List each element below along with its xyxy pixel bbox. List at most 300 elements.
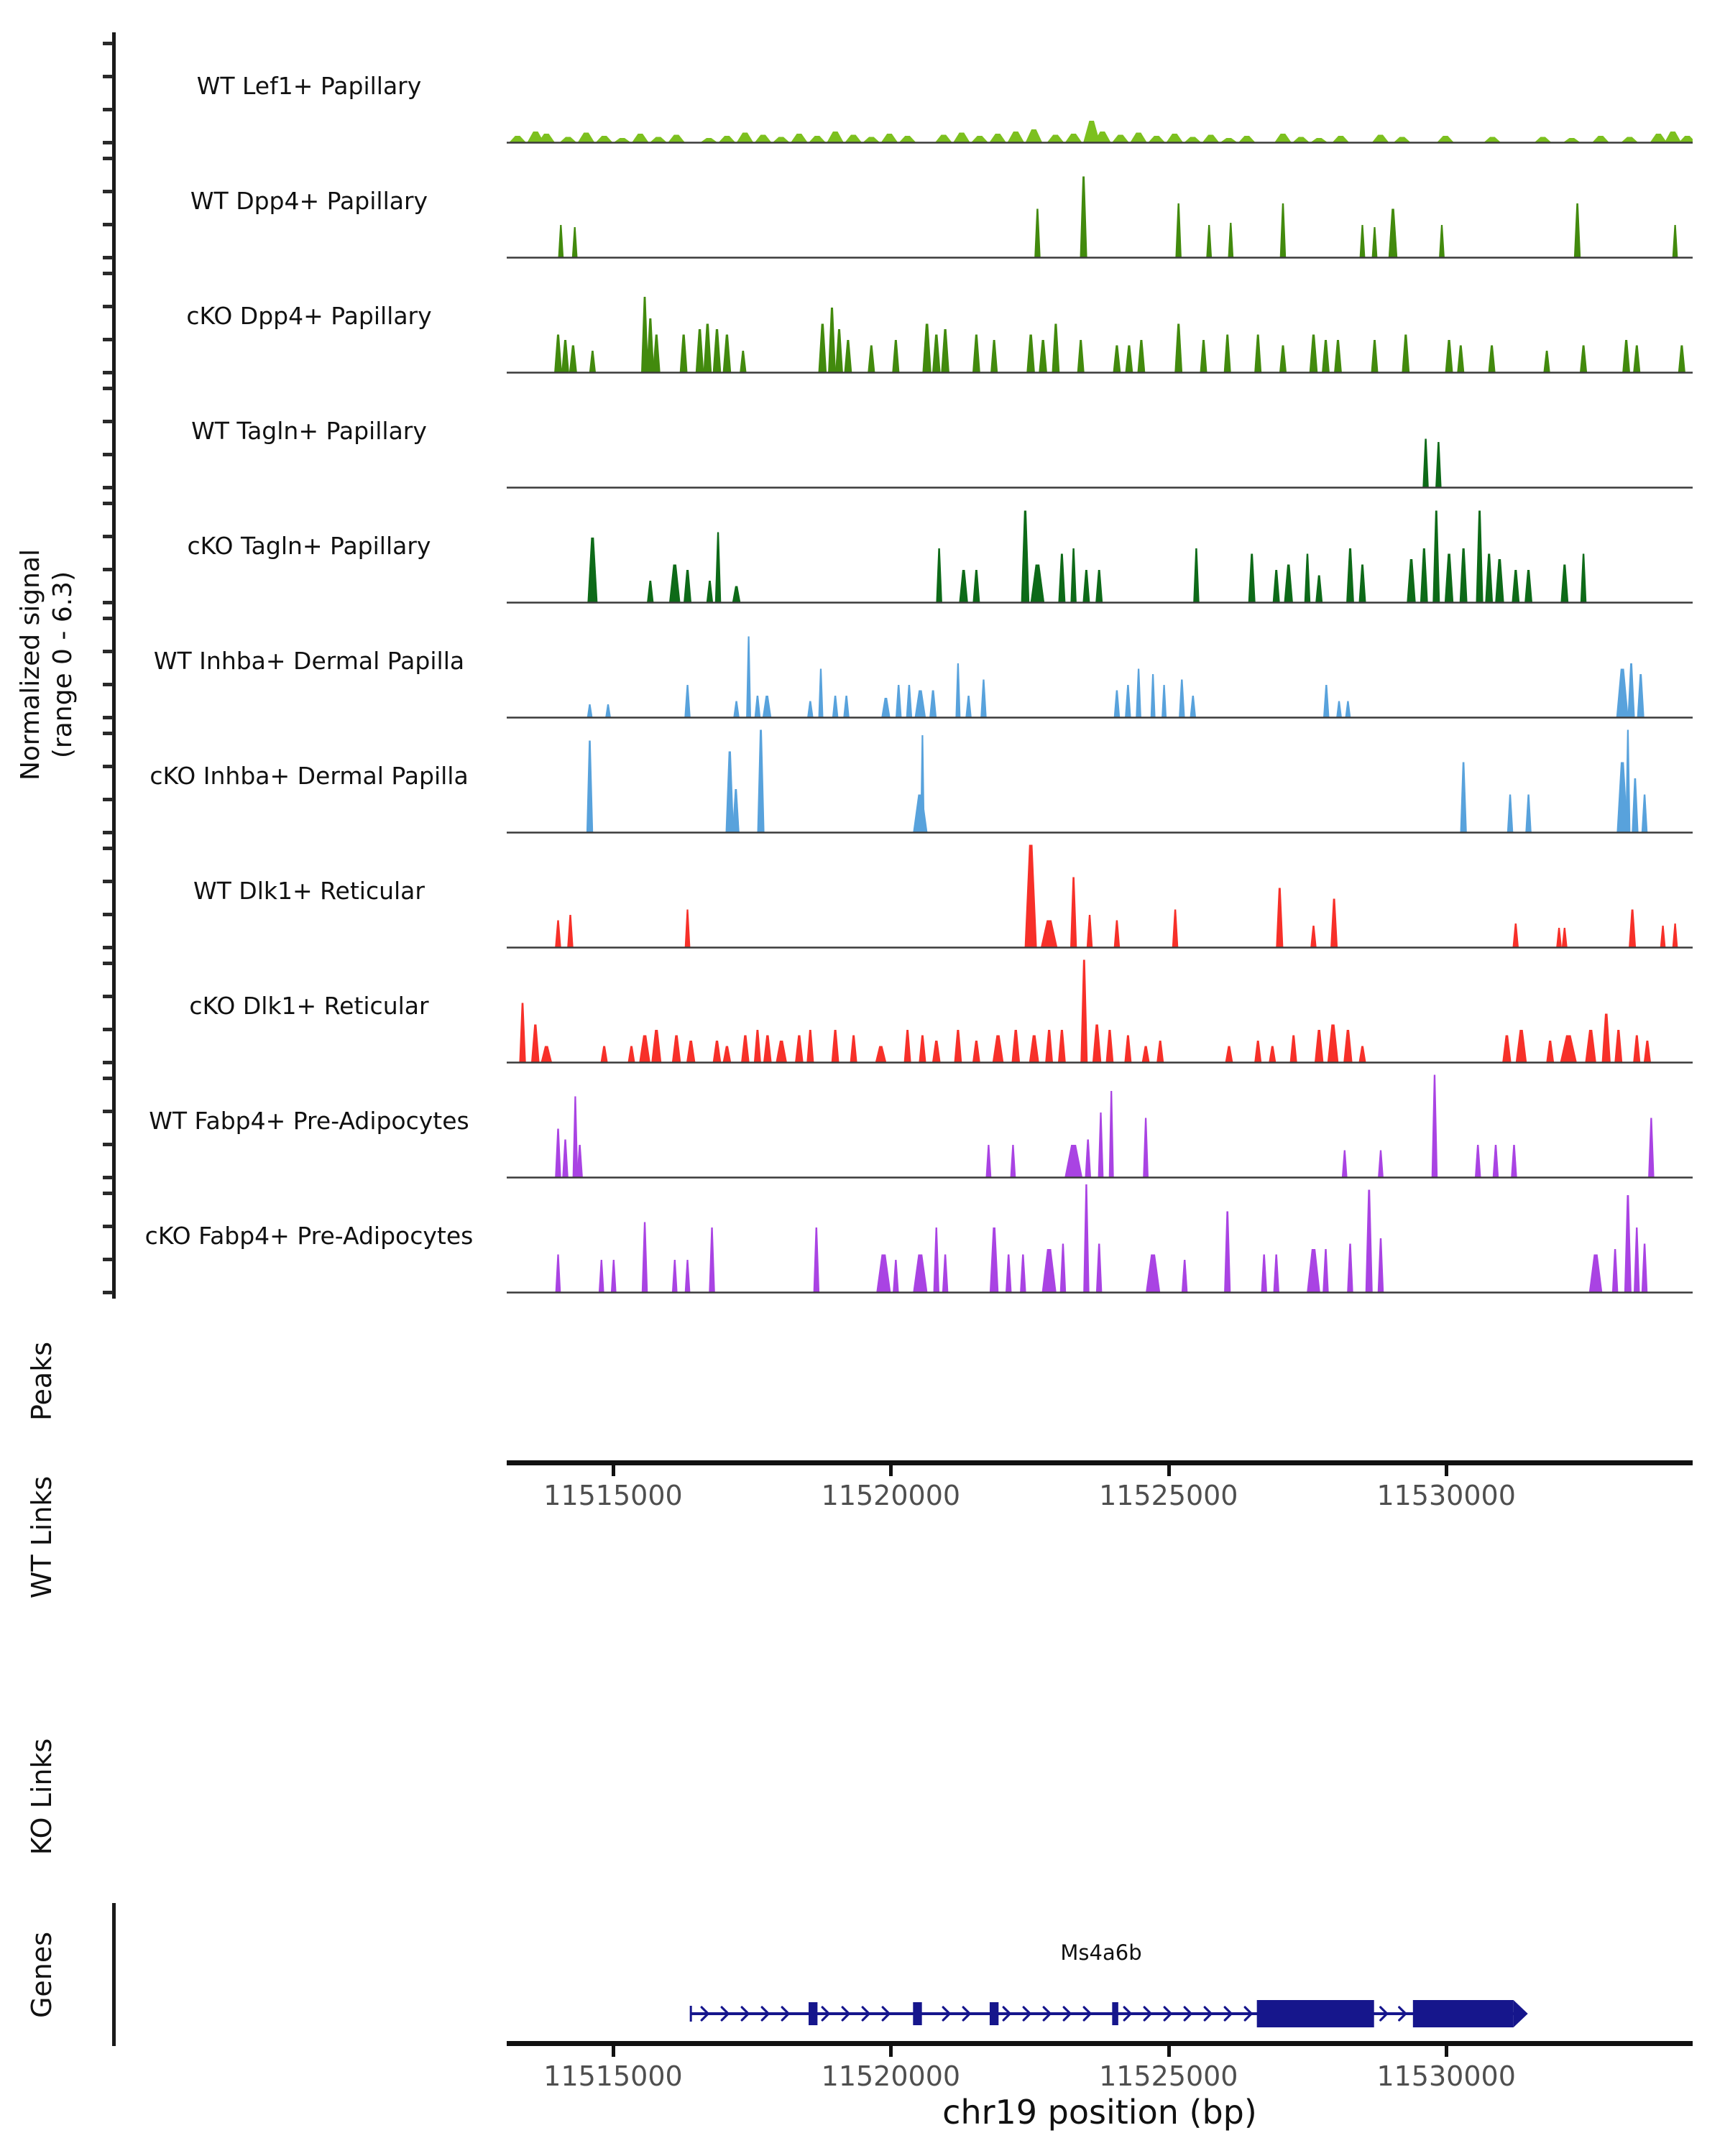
signal-peak [929, 691, 937, 718]
signal-peak [1045, 1030, 1053, 1062]
signal-peak [1220, 138, 1237, 142]
signal-peak [1112, 135, 1128, 143]
signal-peak [1238, 136, 1255, 142]
track-label-8: WT Dlk1+ Reticular [193, 877, 425, 905]
signal-track-2 [507, 149, 1693, 259]
signal-peak [936, 548, 942, 602]
signal-peak [1330, 899, 1338, 948]
signal-peak [1346, 548, 1354, 602]
signal-peak [519, 1003, 525, 1063]
x-axis-line [507, 1460, 1693, 1465]
y-axis-tick [103, 338, 113, 341]
signal-peak [990, 134, 1006, 142]
track-label-6: WT Inhba+ Dermal Papilla [153, 647, 465, 675]
signal-peak [776, 1041, 787, 1062]
x-axis-tick-label: 11520000 [821, 1480, 961, 1511]
signal-peak [893, 1260, 899, 1292]
signal-peak [587, 704, 593, 717]
signal-peak [560, 137, 576, 143]
signal-peak [1632, 778, 1638, 832]
signal-peak [959, 570, 967, 602]
signal-peak [1162, 685, 1167, 717]
signal-peak [733, 701, 740, 718]
signal-peak [601, 1046, 608, 1063]
signal-peak [650, 137, 666, 143]
signal-peak [1096, 1244, 1103, 1293]
signal-peak [1106, 1030, 1114, 1062]
y-axis-tick [103, 962, 113, 965]
track-label-2: WT Dpp4+ Papillary [190, 187, 428, 215]
signal-peak [732, 586, 741, 603]
signal-peak [1273, 570, 1280, 602]
signal-peak [850, 1036, 857, 1063]
track-label-3: cKO Dpp4+ Papillary [186, 302, 432, 330]
signal-peak [1524, 570, 1532, 602]
signal-peak [1422, 439, 1429, 488]
signal-peak [791, 134, 807, 142]
signal-peak [863, 137, 880, 143]
signal-peak [1031, 565, 1044, 603]
signal-peak [1493, 1145, 1499, 1177]
signal-track-8 [507, 839, 1693, 949]
signal-peak [1080, 960, 1087, 1063]
signal-peak [1402, 335, 1409, 373]
section-label-wt-links: WT Links [26, 1475, 58, 1599]
signal-peak [1136, 669, 1141, 718]
signal-peak [942, 1255, 949, 1293]
signal-peak [899, 136, 916, 142]
signal-peak [1174, 324, 1182, 373]
x-axis-tick [889, 1465, 893, 1476]
signal-peak [639, 1036, 650, 1063]
x-axis-tick-label: 11525000 [1099, 1480, 1238, 1511]
signal-peak [832, 696, 839, 717]
y-axis-tick [103, 798, 113, 801]
signal-peak [554, 335, 562, 373]
signal-peak [1581, 554, 1587, 603]
signal-peak [686, 1041, 695, 1062]
signal-peak [1065, 134, 1082, 142]
signal-peak [953, 133, 970, 143]
gene-name-label: Ms4a6b [1060, 1940, 1142, 1965]
signal-peak [1648, 1118, 1655, 1178]
signal-peak [1224, 335, 1231, 373]
signal-peak [1371, 340, 1379, 372]
signal-peak [1113, 346, 1121, 373]
signal-peak [1254, 335, 1261, 373]
signal-peak [1359, 1046, 1366, 1063]
signal-peak [1098, 1112, 1104, 1177]
signal-peak [1083, 1184, 1090, 1292]
signal-track-6 [507, 609, 1693, 719]
signal-peak [596, 136, 612, 142]
signal-peak [1622, 340, 1630, 372]
signal-peak [1612, 1249, 1619, 1292]
signal-peak [1457, 346, 1464, 373]
signal-peak [1087, 915, 1093, 947]
signal-peak [807, 701, 814, 718]
signal-peak [932, 1041, 941, 1062]
signal-peak [1095, 570, 1103, 602]
signal-peak [1372, 227, 1378, 257]
signal-peak [1070, 877, 1077, 948]
signal-peak [586, 741, 593, 833]
signal-peak [827, 132, 844, 142]
signal-peak [1394, 137, 1410, 143]
signal-peak [1580, 346, 1587, 373]
signal-peak [1637, 674, 1644, 717]
signal-peak [828, 308, 836, 372]
x-axis-tick [1445, 2046, 1448, 2057]
x-axis-tick-label: 11525000 [1099, 2060, 1238, 2092]
signal-peak [935, 135, 952, 143]
signal-peak [809, 136, 825, 142]
signal-peak [1020, 1255, 1026, 1293]
track-label-5: cKO Tagln+ Papillary [187, 532, 431, 560]
signal-peak [1660, 926, 1666, 947]
y-axis-tick [103, 847, 113, 850]
signal-peak [1058, 554, 1065, 603]
y-axis-label-line1: Normalized signal [16, 548, 45, 781]
y-axis-tick [103, 831, 113, 834]
signal-peak [569, 346, 577, 373]
signal-peak [1614, 1030, 1622, 1062]
y-axis-tick [103, 1291, 113, 1294]
signal-peak [1126, 346, 1133, 373]
signal-peak [1574, 203, 1581, 257]
signal-peak [1445, 554, 1453, 603]
signal-peak [954, 1030, 962, 1062]
track-label-7: cKO Inhba+ Dermal Papilla [150, 762, 469, 790]
signal-peak [1328, 1025, 1339, 1063]
signal-peak [1082, 570, 1090, 602]
signal-peak [1334, 340, 1342, 372]
signal-peak [1172, 910, 1179, 948]
signal-peak [704, 324, 712, 373]
signal-peak [672, 1036, 681, 1063]
signal-peak [986, 1145, 992, 1177]
signal-peak [1225, 1046, 1233, 1063]
signal-peak [1200, 340, 1208, 372]
signal-peak [668, 135, 685, 143]
signal-peak [732, 789, 740, 832]
signal-peak [1280, 203, 1287, 257]
signal-peak [955, 663, 960, 717]
signal-peak [1602, 1014, 1611, 1063]
signal-peak [587, 538, 597, 602]
signal-peak [1378, 1238, 1384, 1292]
track-label-11: cKO Fabp4+ Pre-Adipocytes [144, 1222, 474, 1250]
signal-peak [1085, 1140, 1092, 1178]
signal-peak [1460, 548, 1468, 602]
signal-peak [915, 691, 926, 718]
signal-peak [1269, 1046, 1276, 1063]
signal-peak [1310, 926, 1317, 947]
signal-peak [972, 1041, 980, 1062]
signal-peak [672, 1260, 678, 1292]
signal-peak [913, 795, 927, 833]
signal-peak [980, 680, 987, 718]
signal-peak [1323, 685, 1330, 717]
signal-track-9 [507, 954, 1693, 1064]
signal-peak [1445, 340, 1453, 372]
signal-peak [1346, 701, 1351, 718]
signal-peak [1142, 1046, 1150, 1063]
x-axis-tick [612, 1465, 615, 1476]
x-axis-tick-label: 11530000 [1376, 2060, 1516, 2092]
signal-peak [1261, 1255, 1268, 1293]
x-axis-tick-label: 11515000 [543, 2060, 683, 2092]
signal-peak [754, 1030, 761, 1062]
signal-peak [1460, 763, 1467, 833]
signal-peak [1562, 928, 1568, 947]
signal-track-11 [507, 1184, 1693, 1294]
x-axis-tick [612, 2046, 615, 2057]
signal-peak [1420, 548, 1428, 602]
signal-peak [1360, 225, 1366, 257]
signal-peak [1439, 225, 1445, 257]
signal-peak [1307, 1249, 1320, 1292]
signal-peak [1026, 335, 1035, 373]
signal-peak [614, 138, 630, 142]
signal-peak [906, 685, 913, 717]
signal-peak [1125, 685, 1131, 717]
signal-track-10 [507, 1069, 1693, 1179]
signal-peak [1366, 1190, 1373, 1293]
signal-peak [1006, 1255, 1012, 1293]
gene-small-exon [913, 2002, 921, 2025]
signal-peak [1563, 138, 1580, 142]
signal-peak [868, 346, 875, 373]
signal-peak [1276, 888, 1283, 948]
signal-peak [1495, 559, 1504, 602]
signal-peak [1131, 133, 1147, 143]
x-axis-tick [1445, 1465, 1448, 1476]
signal-peak [1333, 136, 1349, 142]
signal-peak [1435, 442, 1442, 487]
signal-peak [1193, 548, 1200, 602]
signal-peak [707, 581, 713, 602]
signal-peak [1109, 1091, 1114, 1177]
signal-peak [1322, 340, 1330, 372]
signal-peak [971, 136, 988, 142]
signal-peak [1228, 223, 1234, 257]
x-axis-tick-label: 11520000 [821, 2060, 961, 2092]
signal-track-5 [507, 494, 1693, 604]
signal-peak [1175, 203, 1182, 257]
gene-model-ms4a6b [507, 1984, 1693, 2045]
signal-peak [1322, 1249, 1329, 1292]
signal-peak [1389, 209, 1397, 258]
signal-peak [684, 685, 691, 717]
signal-peak [1679, 136, 1693, 142]
signal-peak [1034, 209, 1041, 258]
signal-peak [881, 698, 890, 717]
signal-peak [875, 1046, 886, 1063]
signal-peak [1650, 134, 1667, 142]
signal-peak [1556, 928, 1562, 947]
signal-peak [713, 329, 722, 372]
signal-peak [1042, 1249, 1057, 1292]
y-axis-tick [103, 716, 113, 719]
signal-peak [1359, 565, 1366, 603]
signal-peak [1560, 1036, 1577, 1063]
signal-peak [599, 1260, 604, 1292]
signal-peak [1149, 136, 1165, 142]
section-label-genes: Genes [26, 1931, 58, 2019]
signal-peak [1525, 795, 1532, 833]
signal-peak [1011, 1145, 1016, 1177]
y-axis-tick [103, 486, 113, 489]
signal-peak [1077, 340, 1085, 372]
y-axis-tick [103, 568, 113, 571]
section-label-peaks: Peaks [26, 1341, 58, 1422]
signal-peak [642, 1222, 648, 1293]
signal-peak [1254, 1041, 1261, 1062]
y-axis-label [14, 435, 86, 895]
signal-peak [1616, 669, 1629, 718]
signal-peak [832, 1030, 840, 1062]
x-axis-tick [1167, 2046, 1171, 2057]
y-axis-tick [103, 453, 113, 456]
y-axis-tick [103, 1143, 113, 1146]
signal-peak [1182, 1260, 1188, 1292]
signal-peak [1092, 1025, 1101, 1063]
y-axis-tick [103, 1176, 113, 1179]
track-label-1: WT Lef1+ Papillary [196, 72, 422, 100]
signal-peak [758, 730, 765, 833]
signal-peak [1293, 137, 1310, 143]
gene-large-exon [1413, 2000, 1514, 2027]
signal-peak [990, 1227, 998, 1292]
signal-peak [723, 1046, 732, 1063]
signal-peak [1634, 1227, 1640, 1292]
signal-peak [1432, 1075, 1438, 1178]
signal-peak [1665, 132, 1681, 142]
y-axis-tick [103, 502, 113, 505]
y-axis-tick [103, 256, 113, 259]
signal-peak [1070, 548, 1077, 602]
signal-peak [763, 1036, 772, 1063]
signal-peak [1224, 1212, 1230, 1293]
signal-peak [1336, 701, 1342, 718]
signal-peak [795, 1036, 804, 1063]
gene-small-exon [1112, 2002, 1118, 2025]
signal-peak [1673, 225, 1678, 257]
y-axis-tick [103, 371, 113, 374]
signal-peak [845, 340, 852, 372]
signal-peak [1546, 1041, 1554, 1062]
y-axis-tick [103, 141, 113, 144]
signal-peak [555, 1129, 561, 1178]
x-axis-tick-label: 11530000 [1376, 1480, 1516, 1511]
signal-peak [1502, 1036, 1511, 1063]
track-label-9: cKO Dlk1+ Reticular [189, 992, 429, 1020]
signal-peak [1143, 1118, 1149, 1178]
signal-peak [1156, 1041, 1164, 1062]
signal-peak [611, 1260, 617, 1292]
signal-peak [651, 1030, 661, 1062]
signal-peak [572, 227, 578, 257]
signal-peak [1274, 134, 1291, 142]
signal-peak [715, 533, 722, 603]
signal-peak [1052, 324, 1060, 373]
y-axis-tick [103, 1028, 113, 1031]
signal-peak [755, 135, 771, 143]
signal-peak [1407, 559, 1415, 602]
y-axis-tick [103, 157, 113, 160]
signal-peak [763, 696, 771, 717]
signal-peak [1642, 1244, 1648, 1293]
signal-peak [1060, 1244, 1067, 1293]
signal-peak [555, 921, 561, 948]
signal-peak [531, 1025, 540, 1063]
signal-peak [1274, 1255, 1280, 1293]
y-axis-tick [103, 387, 113, 390]
signal-peak [1041, 921, 1057, 948]
signal-peak [562, 1140, 569, 1178]
y-axis-tick [103, 913, 113, 916]
signal-peak [1058, 1030, 1066, 1062]
signal-peak [589, 351, 596, 372]
genes-section-bracket [112, 1903, 116, 2046]
signal-peak [746, 637, 751, 718]
signal-peak [1146, 1255, 1160, 1293]
y-axis-tick [103, 683, 113, 686]
signal-peak [573, 1097, 579, 1178]
signal-peak [1012, 1030, 1021, 1062]
signal-peak [1644, 1041, 1651, 1062]
signal-peak [1513, 923, 1519, 947]
y-axis-tick [103, 1192, 113, 1195]
signal-peak [773, 137, 789, 143]
signal-peak [680, 335, 688, 373]
signal-peak [1184, 137, 1201, 143]
signal-peak [1543, 351, 1550, 372]
signal-peak [1622, 137, 1638, 143]
signal-peak [819, 669, 824, 718]
signal-track-4 [507, 379, 1693, 489]
signal-peak [990, 340, 998, 372]
signal-peak [1642, 795, 1648, 833]
signal-peak [646, 318, 654, 372]
signal-peak [904, 1030, 911, 1062]
signal-peak [685, 1260, 691, 1292]
signal-peak [1114, 691, 1121, 718]
signal-peak [1206, 225, 1212, 257]
signal-track-3 [507, 264, 1693, 374]
signal-peak [1342, 1151, 1348, 1178]
signal-peak [1248, 554, 1256, 603]
signal-peak [1535, 137, 1551, 143]
signal-peak [696, 329, 704, 372]
signal-peak [919, 1036, 926, 1063]
signal-peak [1485, 554, 1493, 603]
signal-peak [723, 335, 732, 373]
signal-peak [972, 335, 980, 373]
signal-peak [1124, 1036, 1131, 1063]
signal-peak [1475, 1145, 1481, 1177]
signal-peak [1437, 136, 1453, 142]
signal-peak [755, 696, 761, 717]
signal-peak [1290, 1036, 1297, 1063]
signal-track-7 [507, 724, 1693, 834]
signal-peak [685, 910, 691, 948]
signal-peak [1021, 511, 1030, 603]
signal-peak [1432, 511, 1440, 603]
signal-peak [1592, 136, 1609, 142]
signal-peak [737, 133, 753, 143]
